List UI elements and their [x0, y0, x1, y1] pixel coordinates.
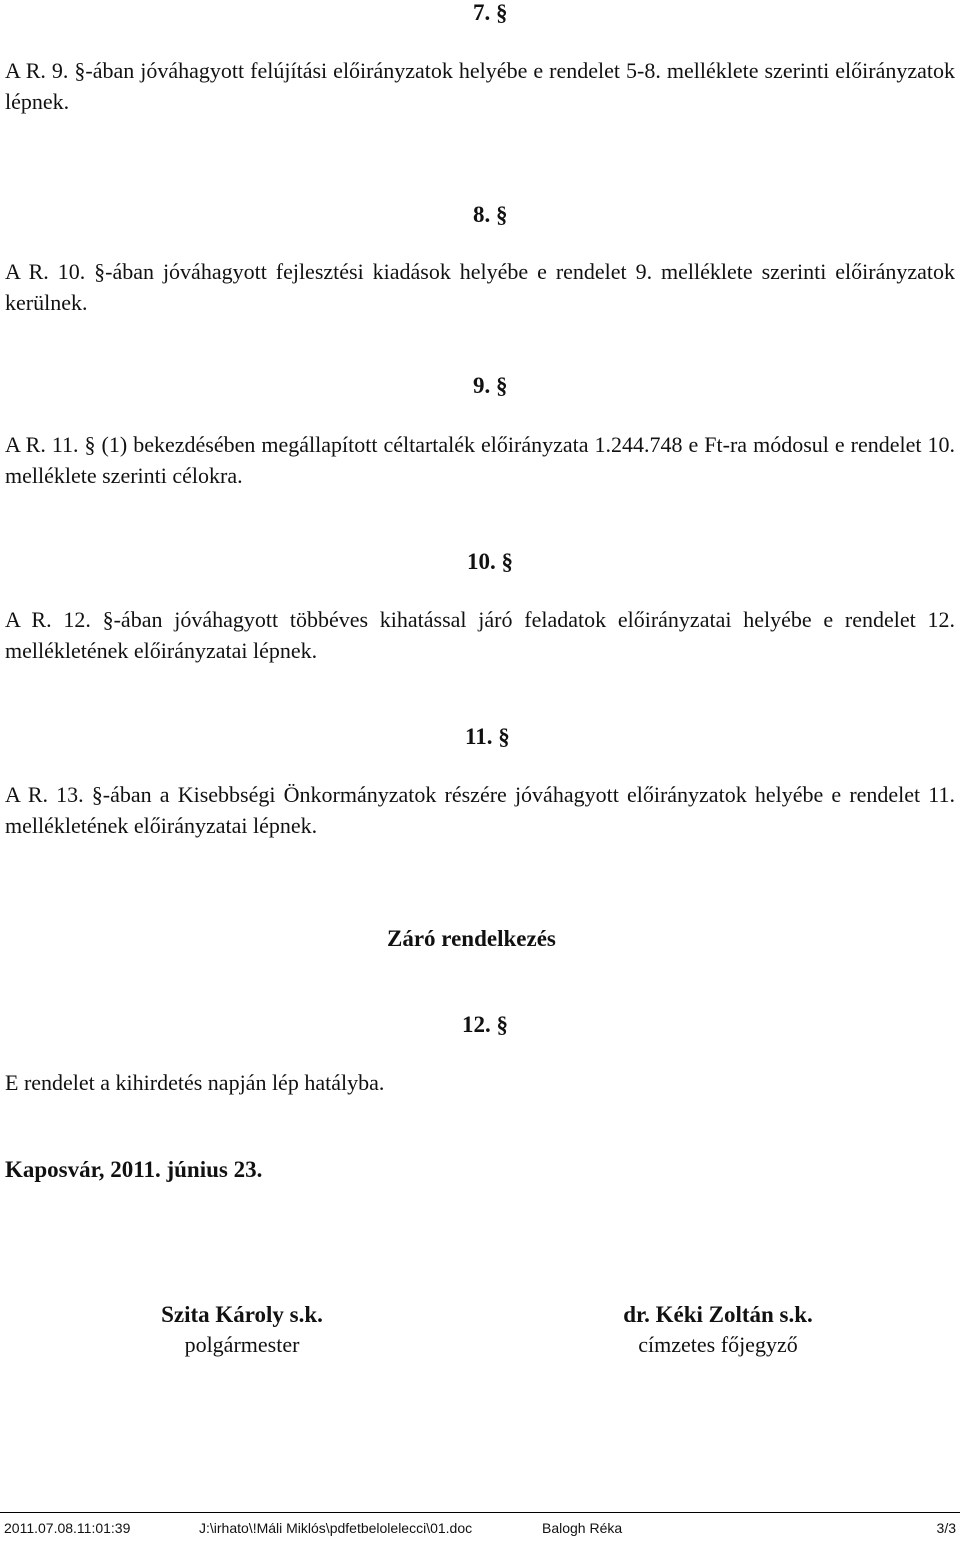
signature-mayor-name: Szita Károly s.k.: [161, 1302, 323, 1327]
signature-mayor-role: polgármester: [184, 1332, 300, 1357]
footer-file-path: J:\irhato\!Máli Miklós\pdfetbelolelecci\01.doc: [199, 1520, 473, 1536]
section-heading-11: 11. §: [465, 724, 510, 749]
section-text-10: A R. 12. §-ában jóváhagyott többéves kihatással járó feladatok előirányzatai helyébe e rendelet 12. mellékletének előirányzatai lépnek.: [5, 607, 955, 663]
section-heading-9: 9. §: [473, 373, 508, 398]
closing-text: E rendelet a kihirdetés napján lép hatályba.: [5, 1070, 385, 1095]
signature-clerk-role: címzetes főjegyző: [638, 1332, 798, 1357]
section-heading-7: 7. §: [473, 0, 508, 25]
signature-clerk-name: dr. Kéki Zoltán s.k.: [623, 1302, 813, 1327]
section-text-8: A R. 10. §-ában jóváhagyott fejlesztési kiadások helyébe e rendelet 9. melléklete szerinti előirányzatok kerülnek.: [5, 259, 955, 315]
page-footer: [0, 1512, 960, 1546]
place-date: Kaposvár, 2011. június 23.: [5, 1157, 263, 1182]
section-text-11: A R. 13. §-ában a Kisebbségi Önkormányzatok részére jóváhagyott előirányzatok helyébe e rendelet 11. mellékletének előirányzatai lépnek.: [5, 782, 955, 838]
footer-page-number: 3/3: [936, 1520, 956, 1536]
section-text-7: A R. 9. §-ában jóváhagyott felújítási előirányzatok helyébe e rendelet 5-8. melléklete szerinti előirányzatok lépnek.: [5, 58, 955, 114]
closing-title: Záró rendelkezés: [387, 926, 556, 951]
signature-mayor: [82, 1300, 402, 1360]
footer-timestamp: 2011.07.08.11:01:39: [4, 1520, 131, 1536]
footer-author: Balogh Réka: [542, 1520, 623, 1536]
signature-clerk: [558, 1300, 878, 1360]
section-heading-8: 8. §: [473, 202, 508, 227]
section-heading-12: 12. §: [462, 1012, 508, 1037]
section-text-9: A R. 11. § (1) bekezdésében megállapított céltartalék előirányzata 1.244.748 e Ft-ra módosul e rendelet 10. melléklete szerinti célokra.: [5, 432, 955, 488]
section-heading-10: 10. §: [467, 549, 513, 574]
